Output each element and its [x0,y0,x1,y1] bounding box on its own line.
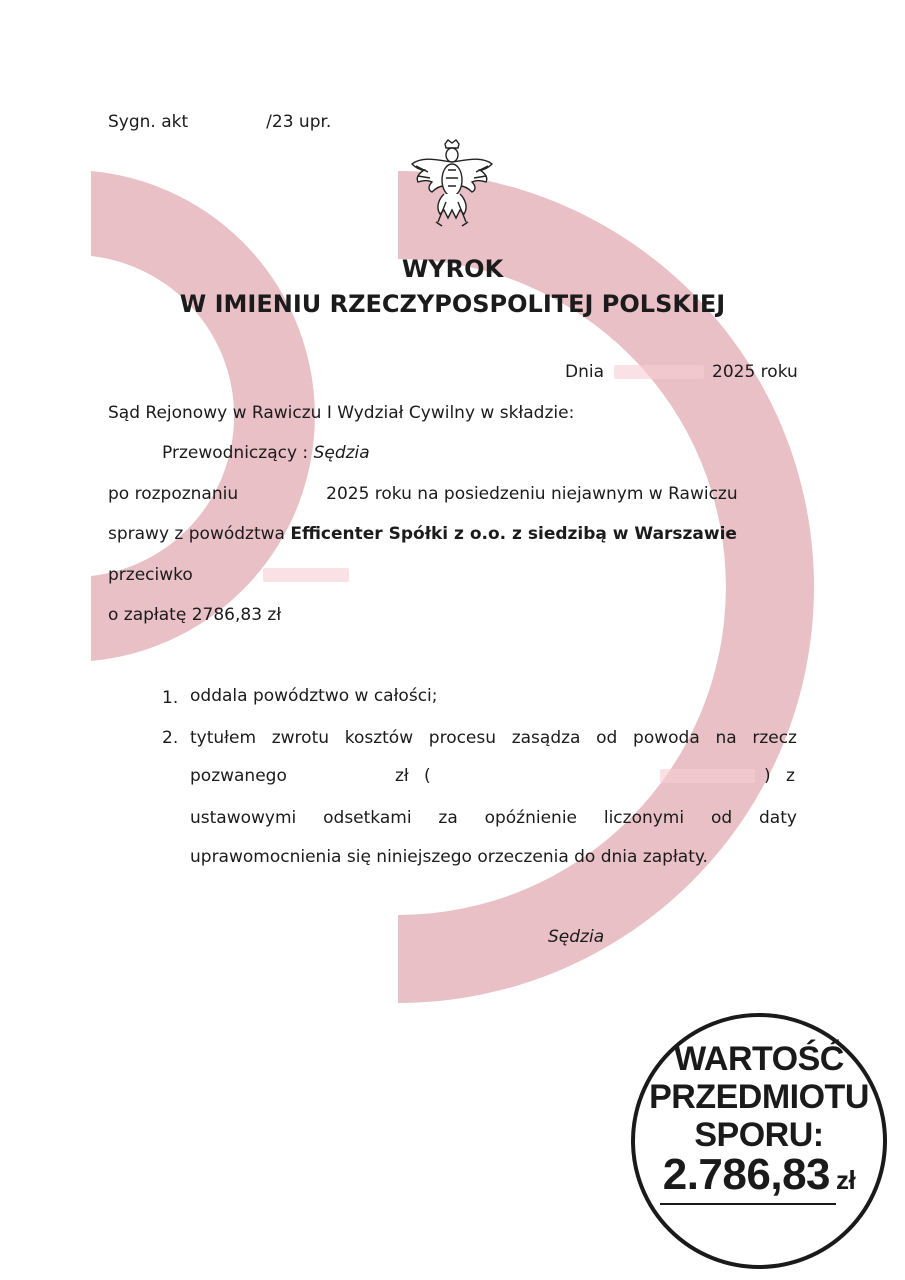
stamp-line: PRZEDMIOTU [649,1078,869,1116]
case-number: Sygn. akt /23 upr. [108,112,332,132]
redaction [660,769,755,783]
stamp-line: SPORU: [694,1116,824,1154]
judgment-title: WYROK [401,255,504,283]
judgment-subtitle: W IMIENIU RZECZYPOSPOLITEJ POLSKIEJ [179,290,726,318]
redaction [263,568,349,582]
item-text-word: ( [424,766,431,786]
item-text-word: pozwanego [190,766,287,786]
item-number: 2. [162,728,179,748]
item-text-word: ) [764,766,771,786]
claim-line: o zapłatę 2786,83 zł [108,605,282,625]
item-text-line: tytułem zwrotu kosztów procesu zasądza od powoda na rzecz [190,728,797,748]
stamp-line: WARTOŚĆ [674,1040,844,1078]
judge-signature: Sędzia [548,927,605,947]
item-text: oddala powództwo w całości; [190,686,438,706]
item-text-word: zł [395,766,409,786]
item-text-line: uprawomocnienia się niniejszego orzeczenia do dnia zapłaty. [190,847,708,867]
examination-line: po rozpoznaniu 2025 roku na posiedzeniu niejawnym w Rawiczu [108,484,738,504]
item-text-line: ustawowymi odsetkami za opóźnienie liczonymi od daty [190,808,797,828]
redaction [614,365,704,379]
court-composition: Sąd Rejonowy w Rawiczu I Wydział Cywilny w składzie: [108,403,575,423]
stamp-amount: 2.786,83 zł [662,1150,856,1199]
polish-eagle-icon [408,138,496,234]
presiding-judge-line: Przewodniczący : Sędzia [162,443,370,463]
against-line: przeciwko [108,567,349,584]
item-number: 1. [162,688,179,708]
item-text-word: z [786,766,795,786]
date-line: Dnia 2025 roku [565,362,798,382]
case-line: sprawy z powództwa Efficenter Spółki z o.o. z siedzibą w Warszawie [108,524,737,544]
